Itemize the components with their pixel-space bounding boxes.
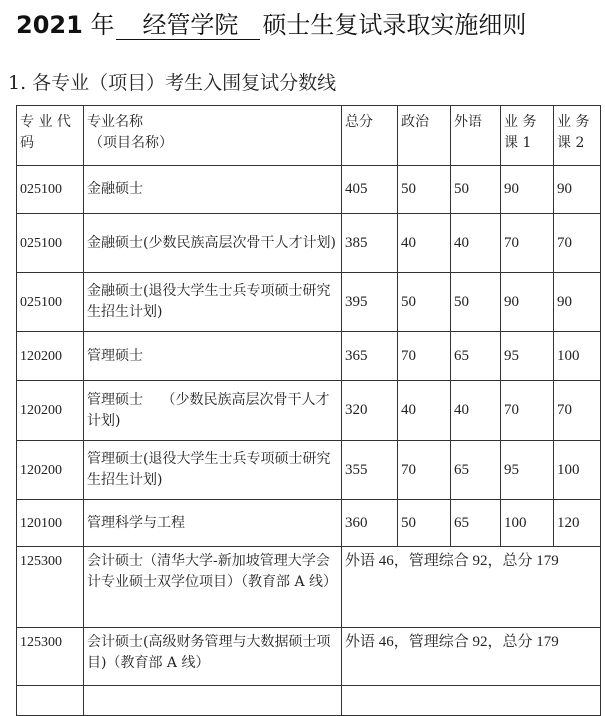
header-name-line2: （项目名称）	[89, 135, 173, 151]
cell-code: 125300	[17, 628, 84, 686]
header-code: 专 业 代码	[17, 106, 84, 166]
cell-name	[84, 686, 342, 716]
cell-course1: 70	[501, 381, 554, 441]
cell-course2: 70	[554, 381, 601, 441]
table-row	[17, 628, 601, 686]
cell-politics: 50	[398, 273, 451, 332]
cell-course2: 90	[554, 273, 601, 332]
cell-name: 管理硕士	[84, 332, 342, 381]
cell-politics: 70	[398, 332, 451, 381]
table-row	[17, 381, 601, 441]
cell-politics: 40	[398, 381, 451, 441]
header-course2: 业 务课 2	[554, 106, 601, 166]
cell-course2: 100	[554, 441, 601, 500]
cell-name: 金融硕士(少数民族高层次骨干人才计划)	[84, 214, 342, 273]
header-name-line1: 专业名称	[87, 114, 143, 130]
cell-course1: 90	[501, 166, 554, 214]
header-total: 总分	[342, 106, 398, 166]
cell-course1: 100	[501, 500, 554, 547]
cell-politics: 70	[398, 441, 451, 500]
cell-total: 365	[342, 332, 398, 381]
cell-name: 会计硕士(高级财务管理与大数据硕士项目)（教育部 A 线）	[84, 628, 342, 686]
cell-foreign-language: 40	[451, 214, 501, 273]
cell-code: 120200	[17, 441, 84, 500]
cell-politics: 40	[398, 214, 451, 273]
cell-name: 金融硕士	[84, 166, 342, 214]
cell-course1: 70	[501, 214, 554, 273]
cell-foreign-language: 50	[451, 166, 501, 214]
table-row	[17, 273, 601, 332]
cell-name: 管理硕士 （少数民族高层次骨干人才计划)	[84, 381, 342, 441]
cell-foreign-language: 65	[451, 500, 501, 547]
table-row	[17, 214, 601, 273]
cell-code: 125300	[17, 547, 84, 628]
cell-politics: 50	[398, 500, 451, 547]
cell-code	[17, 686, 84, 716]
cell-merged-scores: 外语 46，管理综合 92，总分 179	[342, 547, 601, 628]
cell-total: 320	[342, 381, 398, 441]
table-row	[17, 441, 601, 500]
header-foreign-language: 外语	[451, 106, 501, 166]
cell-total: 360	[342, 500, 398, 547]
cell-course2: 120	[554, 500, 601, 547]
table-row	[17, 686, 601, 716]
cell-name: 金融硕士(退役大学生士兵专项硕士研究生招生计划)	[84, 273, 342, 332]
cell-total: 355	[342, 441, 398, 500]
cell-total: 385	[342, 214, 398, 273]
table-row	[17, 500, 601, 547]
title-year-suffix: 年	[90, 11, 115, 39]
table-row	[17, 166, 601, 214]
table-row	[17, 332, 601, 381]
cell-politics: 50	[398, 166, 451, 214]
cell-foreign-language: 65	[451, 441, 501, 500]
header-politics: 政治	[398, 106, 451, 166]
cell-code: 120200	[17, 381, 84, 441]
cell-total: 395	[342, 273, 398, 332]
cell-course2: 90	[554, 166, 601, 214]
cell-name: 管理硕士(退役大学生士兵专项硕士研究生招生计划)	[84, 441, 342, 500]
cell-course2: 100	[554, 332, 601, 381]
cell-foreign-language: 50	[451, 273, 501, 332]
cell-total: 405	[342, 166, 398, 214]
cell-course1: 90	[501, 273, 554, 332]
cell-code: 120100	[17, 500, 84, 547]
title-rest: 硕士生复试录取实施细则	[262, 11, 527, 39]
document-title	[16, 8, 526, 42]
title-year: 2021	[16, 11, 83, 39]
cell-course2: 70	[554, 214, 601, 273]
cell-foreign-language: 40	[451, 381, 501, 441]
header-name	[84, 106, 342, 166]
cell-code: 025100	[17, 166, 84, 214]
cell-foreign-language: 65	[451, 332, 501, 381]
score-table	[16, 105, 601, 716]
cell-code: 120200	[17, 332, 84, 381]
table-header-row	[17, 106, 601, 166]
cell-name: 会计硕士（清华大学-新加坡管理大学会计专业硕士双学位项目）（教育部 A 线）	[84, 547, 342, 628]
cell-code: 025100	[17, 214, 84, 273]
cell-name: 管理科学与工程	[84, 500, 342, 547]
cell-course1: 95	[501, 441, 554, 500]
header-course1: 业 务课 1	[501, 106, 554, 166]
cell-merged-scores: 外语 46，管理综合 92，总分 179	[342, 628, 601, 686]
cell-course1: 95	[501, 332, 554, 381]
cell-merged-scores	[342, 686, 601, 716]
cell-code: 025100	[17, 273, 84, 332]
section-heading: 1. 各专业（项目）考生入围复试分数线	[8, 72, 337, 94]
title-department: 经管学院	[116, 11, 260, 40]
table-row	[17, 547, 601, 628]
